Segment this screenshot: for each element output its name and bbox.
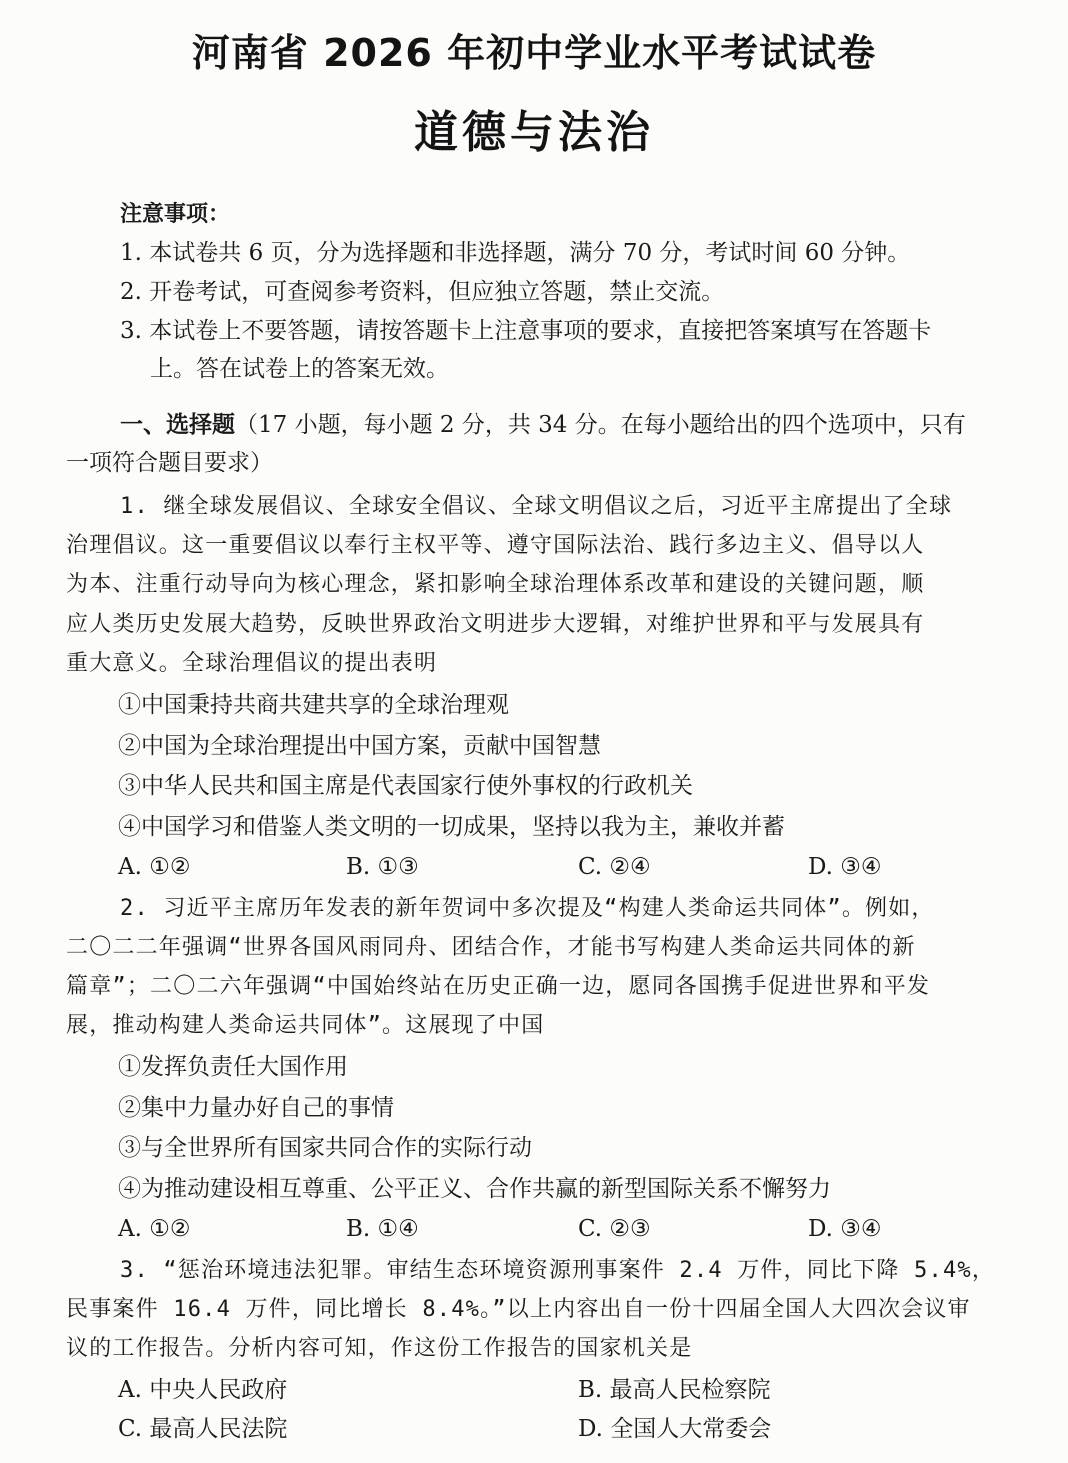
q2-option-a: A. ①② <box>118 1216 191 1242</box>
q2-option-b: B. ①④ <box>346 1216 419 1242</box>
q2-stem-line-3: 篇章”；二〇二六年强调“中国始终站在历史正确一边，愿同各国携手促进世界和平发 <box>66 974 931 999</box>
q1-stem-line-1: 1. 继全球发展倡议、全球安全倡议、全球文明倡议之后，习近平主席提出了全球 <box>120 494 953 519</box>
q1-statement-3: ③中华人民共和国主席是代表国家行使外事权的行政机关 <box>118 773 693 799</box>
q2-stem-line-4: 展，推动构建人类命运共同体”。这展现了中国 <box>66 1013 545 1038</box>
q1-stem-line-2: 治理倡议。这一重要倡议以奉行主权平等、遵守国际法治、践行多边主义、倡导以人 <box>66 533 925 558</box>
q2-stem-line-2: 二〇二二年强调“世界各国风雨同舟、团结合作，才能书写构建人类命运共同体的新 <box>66 935 916 960</box>
q3-stem-line-2: 民事案件 16.4 万件，同比增长 8.4%。”以上内容出自一份十四届全国人大四次会议审 <box>66 1297 971 1322</box>
q3-stem-line-3: 议的工作报告。分析内容可知，作这份工作报告的国家机关是 <box>66 1336 693 1361</box>
exam-title: 河南省 2026 年初中学业水平考试试卷 <box>191 31 877 75</box>
q1-statement-1: ①中国秉持共商共建共享的全球治理观 <box>118 692 509 718</box>
q2-statement-2: ②集中力量办好自己的事情 <box>118 1095 394 1121</box>
notice-item-1: 1. 本试卷共 6 页，分为选择题和非选择题，满分 70 分，考试时间 60 分钟。 <box>120 240 911 266</box>
q3-option-a: A. 中央人民政府 <box>118 1377 288 1403</box>
q2-option-c: C. ②③ <box>578 1216 651 1242</box>
notice-item-3-cont: 上。答在试卷上的答案无效。 <box>150 356 449 382</box>
q2-stem-line-1: 2. 习近平主席历年发表的新年贺词中多次提及“构建人类命运共同体”。例如， <box>120 896 935 921</box>
q1-option-c: C. ②④ <box>578 854 651 880</box>
q1-stem-line-3: 为本、注重行动导向为核心理念，紧扣影响全球治理体系改革和建设的关键问题，顺 <box>66 572 925 597</box>
q3-option-d: D. 全国人大常委会 <box>578 1416 772 1442</box>
q1-statement-2: ②中国为全球治理提出中国方案，贡献中国智慧 <box>118 733 601 759</box>
q2-statement-1: ①发挥负责任大国作用 <box>118 1054 348 1080</box>
section-1-heading: 一、选择题 <box>120 412 235 438</box>
q1-option-a: A. ①② <box>118 854 191 880</box>
notice-item-2: 2. 开卷考试，可查阅参考资料，但应独立答题，禁止交流。 <box>120 279 725 305</box>
q1-statement-4: ④中国学习和借鉴人类文明的一切成果，坚持以我为主，兼收并蓄 <box>118 814 785 840</box>
q2-statement-3: ③与全世界所有国家共同合作的实际行动 <box>118 1135 532 1161</box>
section-1-header <box>120 410 966 440</box>
subject-title: 道德与法治 <box>414 107 654 158</box>
q1-option-d: D. ③④ <box>808 854 882 880</box>
q3-stem-line-1: 3. “惩治环境违法犯罪。审结生态环境资源刑事案件 2.4 万件，同比下降 5.4%， <box>120 1258 996 1283</box>
notice-item-3: 3. 本试卷上不要答题，请按答题卡上注意事项的要求，直接把答案填写在答题卡 <box>120 318 932 344</box>
section-1-desc: （17 小题，每小题 2 分，共 34 分。在每小题给出的四个选项中，只有 <box>235 412 966 438</box>
q1-stem-line-5: 重大意义。全球治理倡议的提出表明 <box>66 651 438 676</box>
notice-heading: 注意事项： <box>120 202 231 227</box>
q3-option-c: C. 最高人民法院 <box>118 1416 288 1442</box>
q1-option-b: B. ①③ <box>346 854 419 880</box>
q1-stem-line-4: 应人类历史发展大趋势，反映世界政治文明进步大逻辑，对维护世界和平与发展具有 <box>66 612 925 637</box>
section-1-desc-cont: 一项符合题目要求） <box>66 450 273 476</box>
q3-option-b: B. 最高人民检察院 <box>578 1377 771 1403</box>
q2-statement-4: ④为推动建设相互尊重、公平正义、合作共赢的新型国际关系不懈努力 <box>118 1176 831 1202</box>
q2-option-d: D. ③④ <box>808 1216 882 1242</box>
